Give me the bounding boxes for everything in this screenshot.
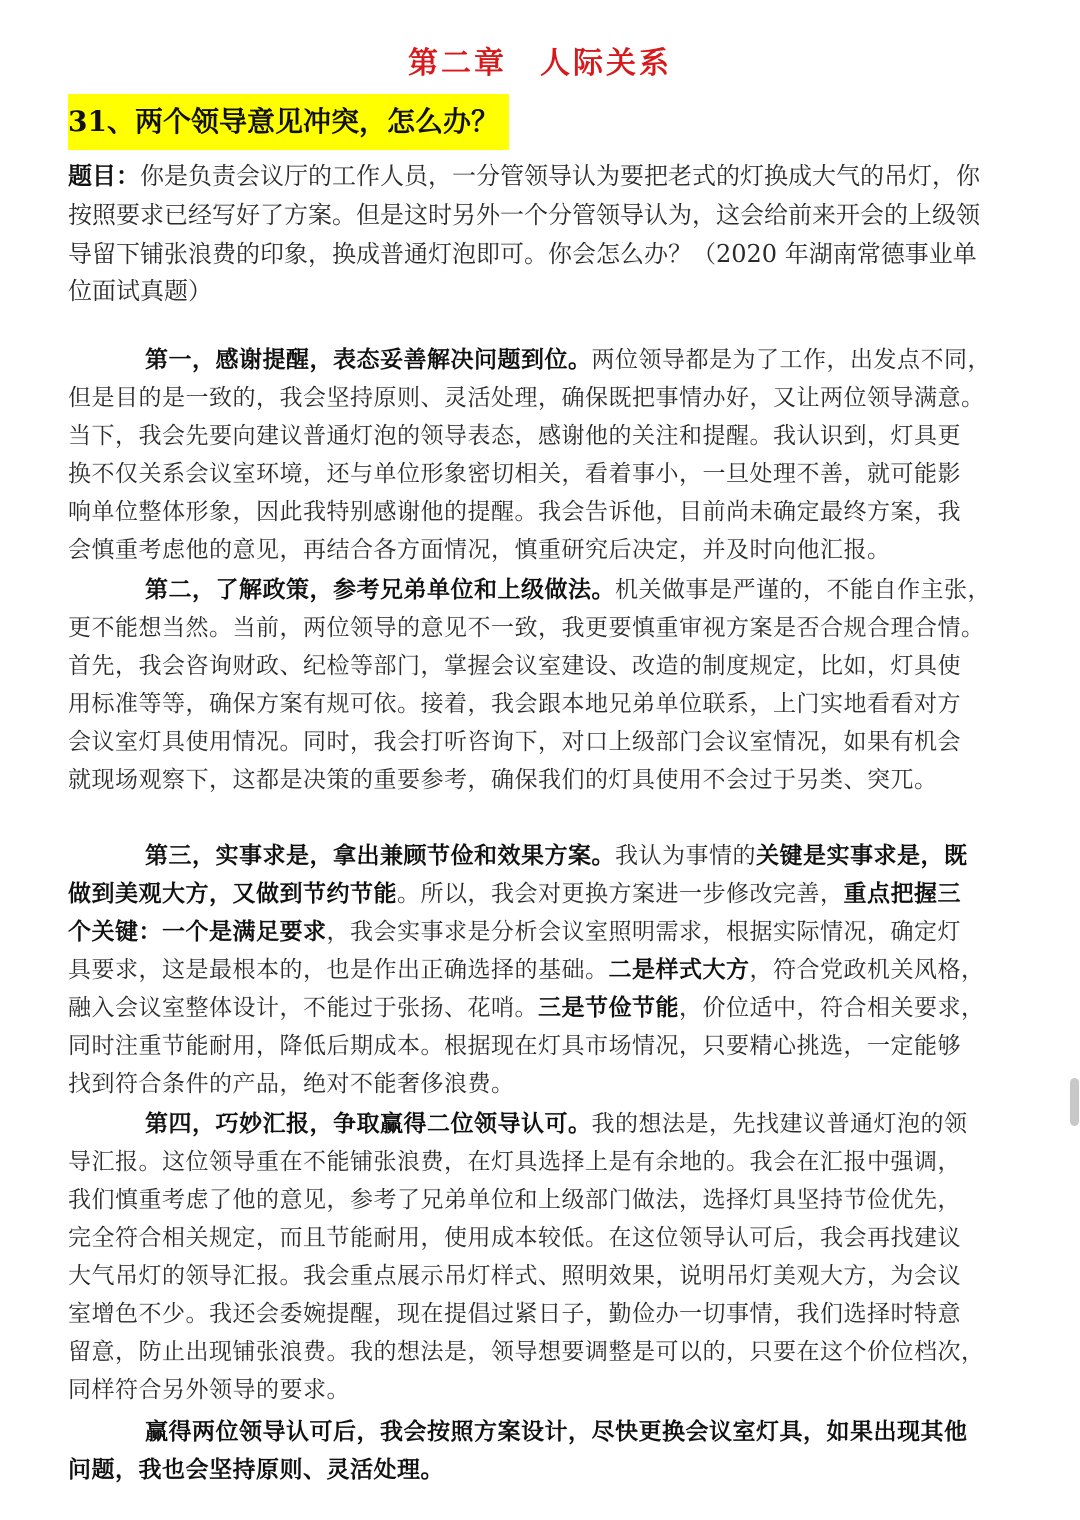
paragraph-line: 留意，防止出现铺张浪费。我的想法是，领导想要调整是可以的，只要在这个价位档次， [68,1339,985,1365]
paragraph-line: 同样符合另外领导的要求。 [68,1377,350,1403]
paragraph-line: 同时注重节能耐用，降低后期成本。根据现在灯具市场情况，只要精心挑选，一定能够 [68,1033,961,1059]
paragraph-line: 找到符合条件的产品，绝对不能奢侈浪费。 [68,1071,515,1097]
paragraph-line: 会议室灯具使用情况。同时，我会打听咨询下，对口上级部门会议室情况，如果有机会 [68,729,961,755]
paragraph-line: 导汇报。这位领导重在不能铺张浪费，在灯具选择上是有余地的。我会在汇报中强调， [68,1149,961,1175]
paragraph-line: 我们慎重考虑了他的意见，参考了兄弟单位和上级部门做法，选择灯具坚持节俭优先， [68,1187,961,1213]
prompt-line: 按照要求已经写好了方案。但是这时另外一个分管领导认为，这会给前来开会的上级领 [68,201,980,229]
paragraph-line: 当下，我会先要向建议普通灯泡的领导表态，感谢他的关注和提醒。我认识到，灯具更 [68,423,961,449]
paragraph-line: 具要求，这是最根本的，也是作出正确选择的基础。二是样式大方，符合党政机关风格， [68,956,985,983]
section-heading: 第四，巧妙汇报，争取赢得二位领导认可。 [145,1110,592,1137]
paragraph-line: 更不能想当然。当前，两位领导的意见不一致，我更要慎重审视方案是否合规合理合情。 [68,615,985,641]
paragraph-line: 问题，我也会坚持原则、灵活处理。 [68,1456,444,1483]
paragraph-line: 融入会议室整体设计，不能过于张扬、花哨。三是节俭节能，价位适中，符合相关要求， [68,994,985,1021]
paragraph-line: 就现场观察下，这都是决策的重要参考，确保我们的灯具使用不会过于另类、突兀。 [68,767,938,793]
chapter-title: 第二章 人际关系 [408,46,672,81]
paragraph-line: 第一，感谢提醒，表态妥善解决问题到位。两位领导都是为了工作，出发点不同， [145,346,991,373]
paragraph-line: 第四，巧妙汇报，争取赢得二位领导认可。我的想法是，先找建议普通灯泡的领 [145,1110,968,1137]
paragraph-line: 大气吊灯的领导汇报。我会重点展示吊灯样式、照明效果，说明吊灯美观大方，为会议 [68,1263,961,1289]
scrollbar-thumb[interactable] [1070,1078,1079,1126]
paragraph-line: 赢得两位领导认可后，我会按照方案设计，尽快更换会议室灯具，如果出现其他 [145,1418,968,1445]
paragraph-line: 第三，实事求是，拿出兼顾节俭和效果方案。我认为事情的关键是实事求是，既 [145,842,968,869]
prompt-label: 题目： [68,161,140,190]
paragraph-line: 做到美观大方，又做到节约节能。所以，我会对更换方案进一步修改完善，重点把握三 [68,880,961,907]
prompt-line: 位面试真题） [68,277,212,305]
section-heading: 第二，了解政策，参考兄弟单位和上级做法。 [145,576,615,603]
paragraph-line: 换不仅关系会议室环境，还与单位形象密切相关，看着事小，一旦处理不善，就可能影 [68,461,961,487]
prompt-text: 你是负责会议厅的工作人员，一分管领导认为要把老式的灯换成大气的吊灯，你 [140,162,980,190]
paragraph-line: 首先，我会咨询财政、纪检等部门，掌握会议室建设、改造的制度规定，比如，灯具使 [68,653,961,679]
paragraph-line: 响单位整体形象，因此我特别感谢他的提醒。我会告诉他，目前尚未确定最终方案，我 [68,499,961,525]
paragraph-line: 第二，了解政策，参考兄弟单位和上级做法。机关做事是严谨的，不能自作主张， [145,576,991,603]
prompt-line: 导留下铺张浪费的印象，换成普通灯泡即可。你会怎么办？（2020 年湖南常德事业单 [68,240,977,268]
paragraph-line: 但是目的是一致的，我会坚持原则、灵活处理，确保既把事情办好，又让两位领导满意。 [68,385,985,411]
section-heading: 第三，实事求是，拿出兼顾节俭和效果方案。 [145,842,615,869]
paragraph-line: 会慎重考虑他的意见，再结合各方面情况，慎重研究后决定，并及时向他汇报。 [68,537,891,563]
paragraph-line: 室增色不少。我还会委婉提醒，现在提倡过紧日子，勤俭办一切事情，我们选择时特意 [68,1301,961,1327]
paragraph-line: 个关键：一个是满足要求，我会实事求是分析会议室照明需求，根据实际情况，确定灯 [68,918,961,945]
paragraph-line: 用标准等等，确保方案有规可依。接着，我会跟本地兄弟单位联系，上门实地看看对方 [68,691,961,717]
prompt-line [68,158,1012,194]
section-heading: 第一，感谢提醒，表态妥善解决问题到位。 [145,346,592,373]
question-title: 31、两个领导意见冲突，怎么办？ [68,94,509,150]
paragraph-line: 完全符合相关规定，而且节能耐用，使用成本较低。在这位领导认可后，我会再找建议 [68,1225,961,1251]
